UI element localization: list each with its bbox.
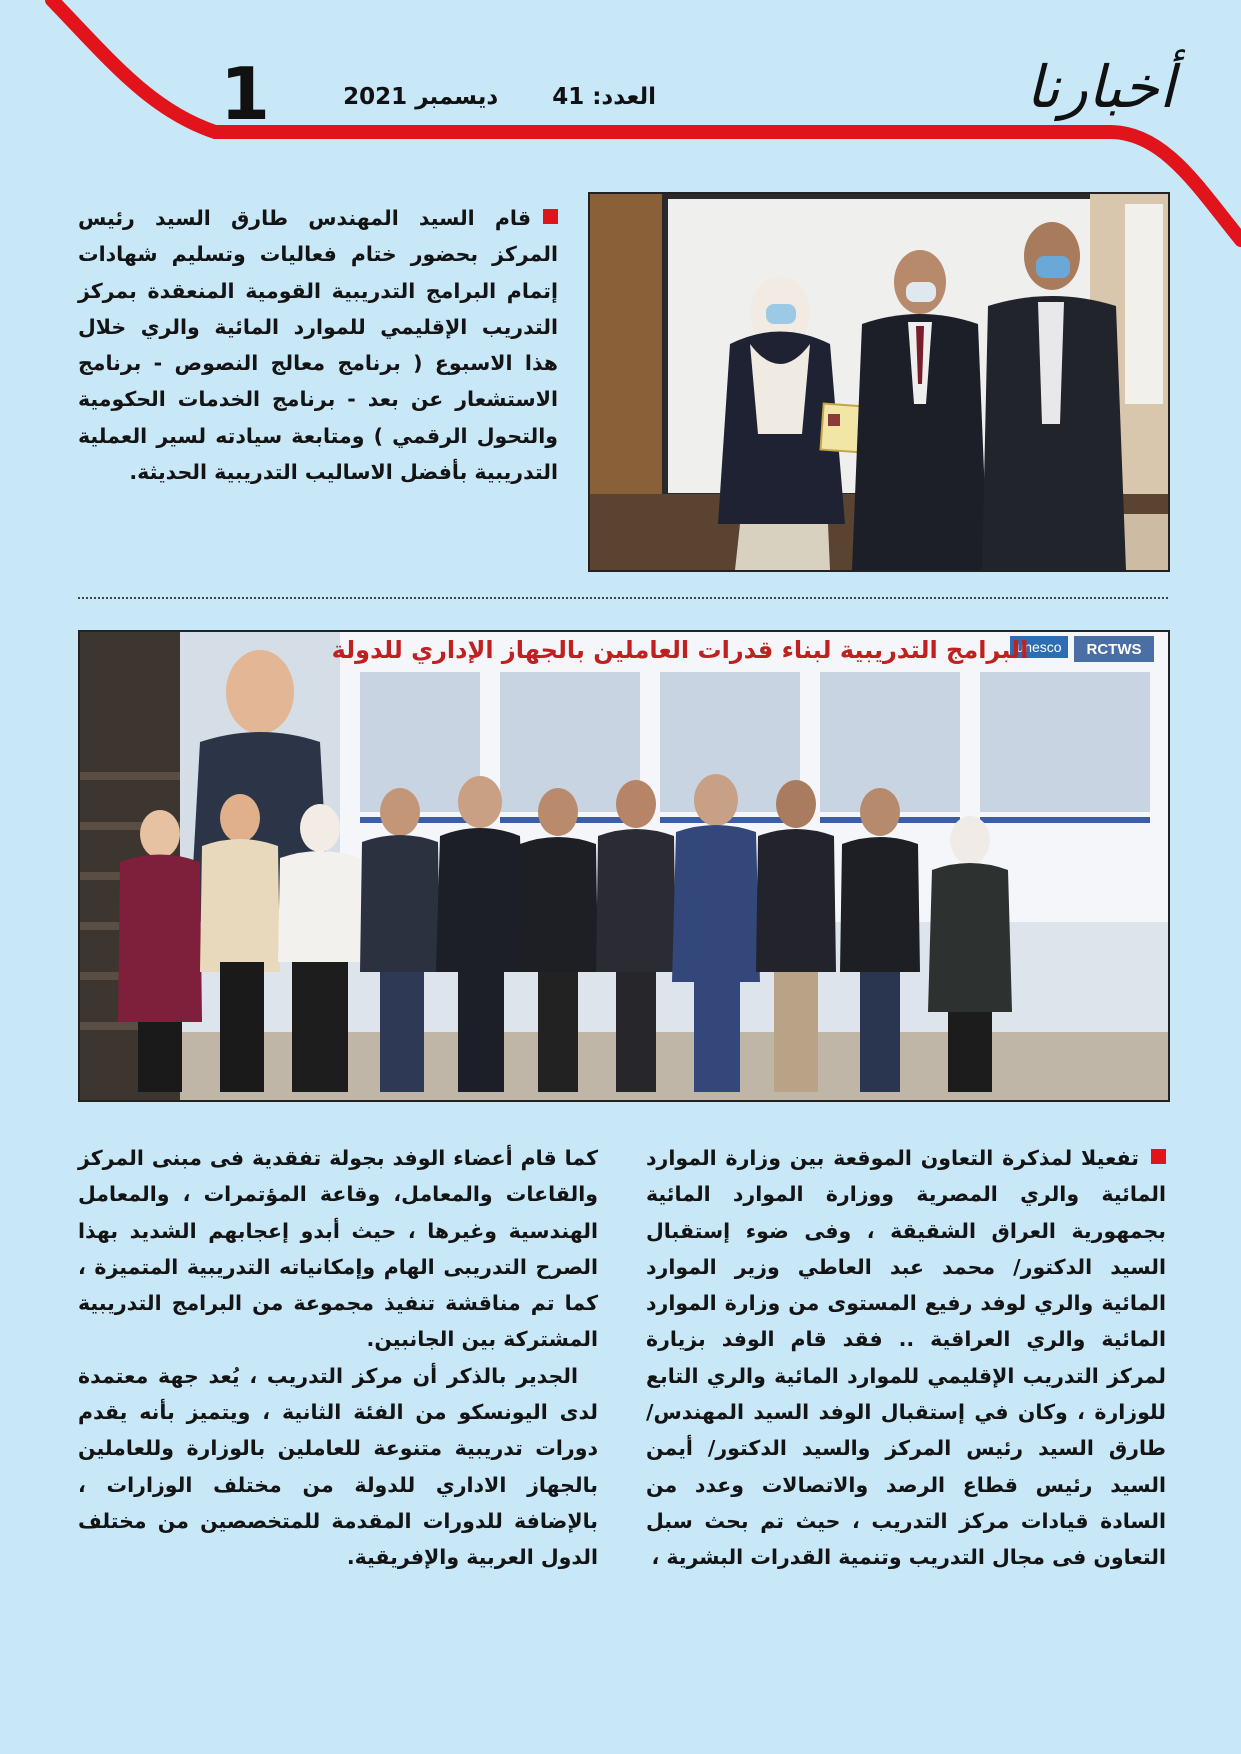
section-divider bbox=[78, 597, 1168, 599]
issue-date: ديسمبر 2021 bbox=[343, 84, 499, 110]
article-2-right-body: تفعيلا لمذكرة التعاون الموقعة بين وزارة الموارد المائية والري المصرية ووزارة الموارد المائية بجمهورية العراق الشقيقة ، وفى ضوء إستقبال السيد الدكتور/ محمد عبد العاطي وزير الموارد المائية والري لوفد رفيع المستوى من وزارة الموارد المائية والري العراقية .. فقد قام الوفد بزيارة لمركز التدريب الإقليمي للموارد المائية والري التابع للوزارة ، وكان في إستقبال الوفد السيد المهندس/ طارق السيد رئيس المركز والسيد الدكتور/ أيمن السيد رئيس قطاع الرصد والاتصالات وعدد من السادة قيادات مركز التدريب ، حيث تم بحث سبل التعاون فى مجال التدريب وتنمية القدرات البشرية ، bbox=[646, 1146, 1166, 1570]
red-bullet-icon bbox=[543, 209, 558, 224]
certificate-photo-illustration bbox=[590, 194, 1168, 570]
masthead-title: أخبارنا bbox=[1026, 53, 1175, 121]
issue-label: العدد: bbox=[592, 84, 656, 110]
article-2-left-column bbox=[78, 1140, 598, 1576]
article-1-body: قام السيد المهندس طارق السيد رئيس المركز بحضور ختام فعاليات وتسليم شهادات إتمام البرامج التدريبية القومية المنعقدة بمركز التدريب الإقليمي للموارد المائية والري خلال هذا الاسبوع ( برنامج معالج النصوص - برنامج الاستشعار عن بعد - برنامج الخدمات الحكومية والتحول الرقمي ) ومتابعة سيادته لسير العملية التدريبية بأفضل الاساليب التدريبية الحديثة. bbox=[78, 206, 558, 485]
article-2-right-column bbox=[646, 1140, 1166, 1576]
issue-info bbox=[343, 84, 660, 110]
rctws-logo: RCTWS bbox=[1086, 641, 1142, 658]
page-number: 1 bbox=[220, 52, 271, 136]
group-photo-illustration bbox=[80, 632, 1168, 1100]
unesco-logo: unesco bbox=[1016, 639, 1062, 655]
red-bullet-icon bbox=[1151, 1149, 1166, 1164]
article-1-text bbox=[78, 200, 558, 490]
certificate-photo bbox=[588, 192, 1170, 572]
article-2-left-para-2: الجدير بالذكر أن مركز التدريب ، يُعد جهة معتمدة لدى اليونسكو من الفئة الثانية ، ويتميز بأنه يقدم دورات تدريبية متنوعة للعاملين بالوزارة وللعاملين بالجهاز الاداري للدولة من مختلف الوزارات ، بالإضافة للدورات المقدمة للمتخصصين من مختلف الدول العربية والإفريقية. bbox=[78, 1363, 598, 1570]
group-people bbox=[118, 774, 1012, 1092]
group-photo bbox=[78, 630, 1170, 1102]
article-2-left-para-1: كما قام أعضاء الوفد بجولة تفقدية فى مبنى المركز والقاعات والمعامل، وقاعة المؤتمرات ، والمعامل الهندسية وغيرها ، حيث أبدو إعجابهم الشديد بهذا الصرح التدريبى الهام وإمكانياته التدريبية المتميزة ، كما تم مناقشة تنفيذ مجموعة من البرامج التدريبية المشتركة بين الجانبين. bbox=[78, 1146, 598, 1352]
issue-number: 41 bbox=[552, 84, 585, 110]
banner-title: البرامج التدريبية لبناء قدرات العاملين بالجهاز الإداري للدولة bbox=[331, 636, 1029, 664]
